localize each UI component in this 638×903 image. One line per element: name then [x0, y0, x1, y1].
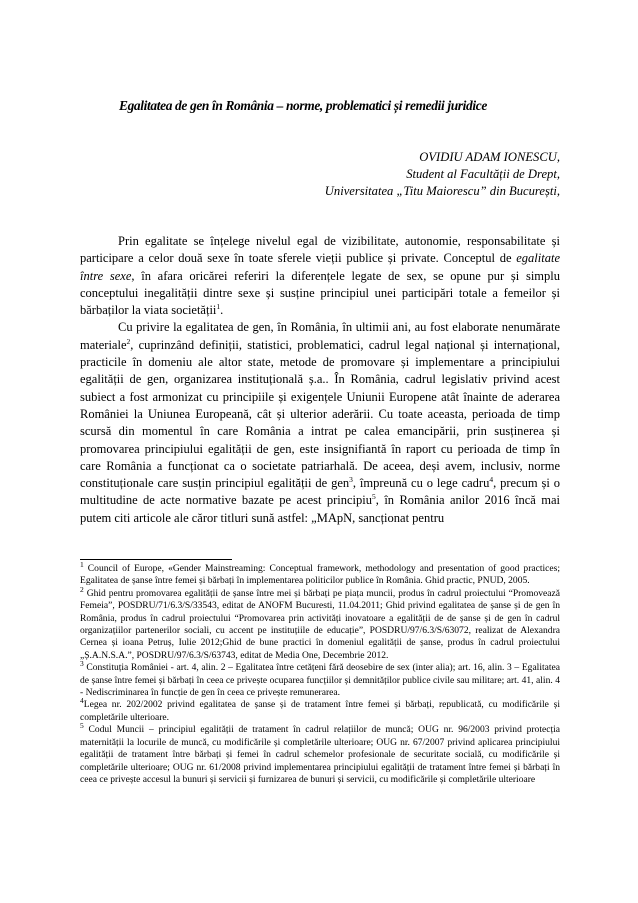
author-affiliation: Universitatea „Titu Maiorescu” din București,: [324, 184, 560, 198]
footnote-ref[interactable]: 5: [372, 492, 376, 502]
footnote: $^5$ Codul Muncii – principiul egalității de tratament în cadrul relațiilor de muncă; OUG nr. 96/2003 privind protecția maternității la locurile de muncă, cu modificările și completările ulterioare; OUG nr. 67/2007 privind aplicarea principiului egalității de tratament între bărbați și femei în cadrul schemelor profesionale de securitate socială, cu modificările și completările ulterioare; OUG nr. 61/2008 privind implementarea principiului egalității de tratament între femei și bărbați în ceea ce privește accesul la bunuri și servicii și furnizarea de bunuri și servicii, cu modificările și completările ulterioare: [80, 721, 560, 785]
footnote-ref[interactable]: 3: [349, 475, 353, 484]
footnotes: [80, 559, 561, 786]
footnote-number: 1: [80, 559, 84, 569]
footnote-number: 4: [80, 696, 84, 706]
footnote-number: 2: [80, 584, 84, 594]
body-text: [80, 233, 560, 527]
author-position: Student al Facultății de Drept,: [406, 167, 560, 181]
footnote-ref[interactable]: 1: [216, 302, 221, 312]
author-name: OVIDIU ADAM IONESCU,: [419, 150, 560, 164]
paragraph: Prin egalitate se înțelege nivelul egal de vizibilitate, autonomie, responsabilitate și participare a celor două sexe în toate sferele vieții publice și private. Conceptul de egalitate între sexe, în afara oricărei referiri la diferențele legate de sex, se opune pur și simplu conceptului inegalității dintre sexe și susține principiul unei participări totale a femeilor și bărbaților la viata societății$^1$.: [80, 234, 560, 318]
paper-title: Egalitatea de gen în România – norme, problematici și remedii juridice: [119, 98, 487, 113]
footnote-number: 5: [80, 721, 84, 731]
footnote: $^4$Legea nr. 202/2002 privind egalitatea de șanse și de tratament între femei și bărbați, republicată, cu modificările și completările ulterioare.: [80, 696, 560, 723]
footnote: $^1$ Council of Europe, «Gender Mainstreaming: Conceptual framework, methodology and presentation of good practices; Egalitatea de șanse între femei și bărbați în implementarea politicilor publice în România. Ghid practic, PNUD, 2005.: [80, 559, 560, 587]
footnote: $^2$ Ghid pentru promovarea egalității de șanse între mei și bărbați pe piața muncii, produs în cadrul proiectului “Promovează Femeia”, POSDRU/71/6.3/S/33543, editat de ANOFM Bucuresti, 11.04.2011; Ghid privind egalitatea de șanse și de gen în România, produs în cadrul proiectului “Promovarea prin activități inovatoare a egalității de de șanse și de gen în cadrul organizațiilor partenerilor sociali, cu accent pe instituțiile de educație”, POSDRU/97/6.3/S/63072, realizat de Alexandra Cernea și ioana Petruș, Iulie 2012;Ghid de bune practici în domeniul egalității de șanse, produs în cadrul proiectului „Ș.A.N.S.A.”, POSDRU/97/6.3/S/63743, editat de Media One, Decembrie 2012.: [80, 584, 561, 661]
footnote-ref[interactable]: 4: [489, 475, 494, 484]
emphasis-term: egalitate între sexe: [80, 251, 560, 283]
footnote-ref[interactable]: 2: [126, 336, 131, 346]
footnote-separator: [80, 559, 232, 560]
footnote-number: 3: [80, 659, 84, 669]
footnote: $^3$ Constituția României - art. 4, alin. 2 – Egalitatea între cetățeni fără deosebire de sex (inter alia); art. 16, alin. 3 – Egalitatea de șanse între femei și bărbați în ceea ce privește ocuparea funcțiilor și demnităților publice civile sau militare; art. 41, alin. 4 - Nediscriminarea în funcție de gen în ceea ce privește remunerarea.: [80, 659, 560, 699]
paragraph: Cu privire la egalitatea de gen, în România, în ultimii ani, au fost elaborate nenumărate materiale$^2$, cuprinzând definiții, statistici, problematici, cadrul legal național și internațional, practicile în domeniu ale altor state, metode de promovare și implementare a principiului egalității de gen, organizarea instituțională ș.a.. În România, cadrul legislativ privind acest subiect a fost armonizat cu principiile și exigențele Uniunii Europene atât înainte de aderarea României la Uniunea Europeană, cât și ulterior aderării. Cu toate aceasta, perioada de timp scursă din momentul în care România a intrat pe calea emancipării, prin susținerea și promovarea principiului egalității de gen, este insignifiantă în raport cu perioada de timp în care România a funcționat ca o societate patriarhală. De aceea, deși avem, inclusiv, norme constituționale care susțin principiul egalității de gen$^3$, împreună cu o lege cadru$^4$, precum și o multitudine de acte normative bazate pe acest principiu$^5$, în România anilor 2016 încă mai putem citi articole ale căror titluri sună astfel: „MApN, sancționat pentru: [80, 320, 560, 525]
